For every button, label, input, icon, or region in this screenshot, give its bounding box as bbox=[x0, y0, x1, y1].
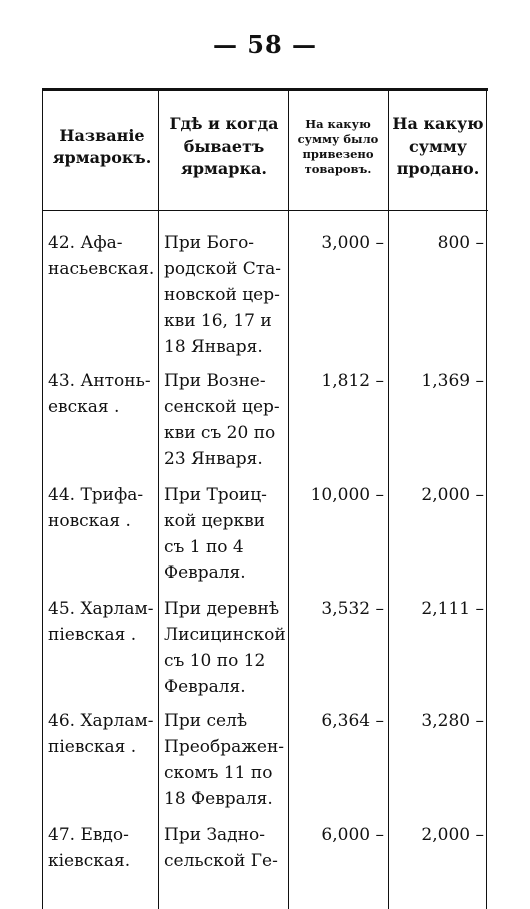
goods-sold-cell: 1,369 – bbox=[421, 371, 484, 391]
fairs-table bbox=[42, 88, 488, 909]
where-when-cell: При Задно- сельской Ге- bbox=[164, 825, 278, 871]
column-divider-3 bbox=[388, 88, 389, 909]
fair-name-cell: 44. Трифа- новская . bbox=[48, 485, 144, 531]
goods-sold-cell: 2,000 – bbox=[421, 825, 484, 845]
where-when-cell: При Бого- родской Ста- новской цер- кви 16, 17 и 18 Января. bbox=[164, 233, 281, 357]
where-when-cell: При селѣ Преображен- скомъ 11 по 18 Февраля. bbox=[164, 711, 285, 809]
fair-name-cell: 47. Евдо- кіевская. bbox=[48, 825, 131, 871]
table-top-rule bbox=[42, 88, 488, 91]
column-divider-right bbox=[486, 88, 487, 909]
goods-sold-cell: 2,000 – bbox=[421, 485, 484, 505]
goods-brought-cell: 10,000 – bbox=[310, 485, 384, 505]
goods-brought-cell: 3,000 – bbox=[321, 233, 384, 253]
goods-sold-cell: 3,280 – bbox=[421, 711, 484, 731]
column-divider-1 bbox=[158, 88, 159, 909]
header-goods-sold: На какую сумму продано. bbox=[392, 114, 484, 179]
fair-name-cell: 43. Антонь- евская . bbox=[48, 371, 151, 417]
where-when-cell: При Троиц- кой церкви съ 1 по 4 Февраля. bbox=[164, 485, 267, 583]
goods-sold-cell: 800 – bbox=[437, 233, 484, 253]
page-number: — 58 — bbox=[212, 30, 318, 59]
goods-brought-cell: 1,812 – bbox=[321, 371, 384, 391]
fair-name-cell: 45. Харлам- піевская . bbox=[48, 599, 154, 645]
goods-brought-cell: 6,000 – bbox=[321, 825, 384, 845]
where-when-cell: При Возне- сенской цер- кви съ 20 по 23 Января. bbox=[164, 371, 280, 469]
where-when-cell: При деревнѣ Лисицинской съ 10 по 12 Февраля. bbox=[164, 599, 286, 697]
goods-brought-cell: 3,532 – bbox=[321, 599, 384, 619]
header-goods-brought: На какую сумму было привезено товаровъ. bbox=[297, 117, 379, 176]
goods-brought-cell: 6,364 – bbox=[321, 711, 384, 731]
fair-name-cell: 46. Харлам- піевская . bbox=[48, 711, 154, 757]
header-fair-name: Названіе ярмарокъ. bbox=[52, 125, 152, 167]
header-rule bbox=[42, 210, 488, 211]
column-divider-left bbox=[42, 88, 43, 909]
goods-sold-cell: 2,111 – bbox=[421, 599, 484, 619]
column-divider-2 bbox=[288, 88, 289, 909]
header-where-when: Гдѣ и когда бываетъ ярмарка. bbox=[169, 114, 279, 179]
fair-name-cell: 42. Афа- насьевская. bbox=[48, 233, 155, 279]
